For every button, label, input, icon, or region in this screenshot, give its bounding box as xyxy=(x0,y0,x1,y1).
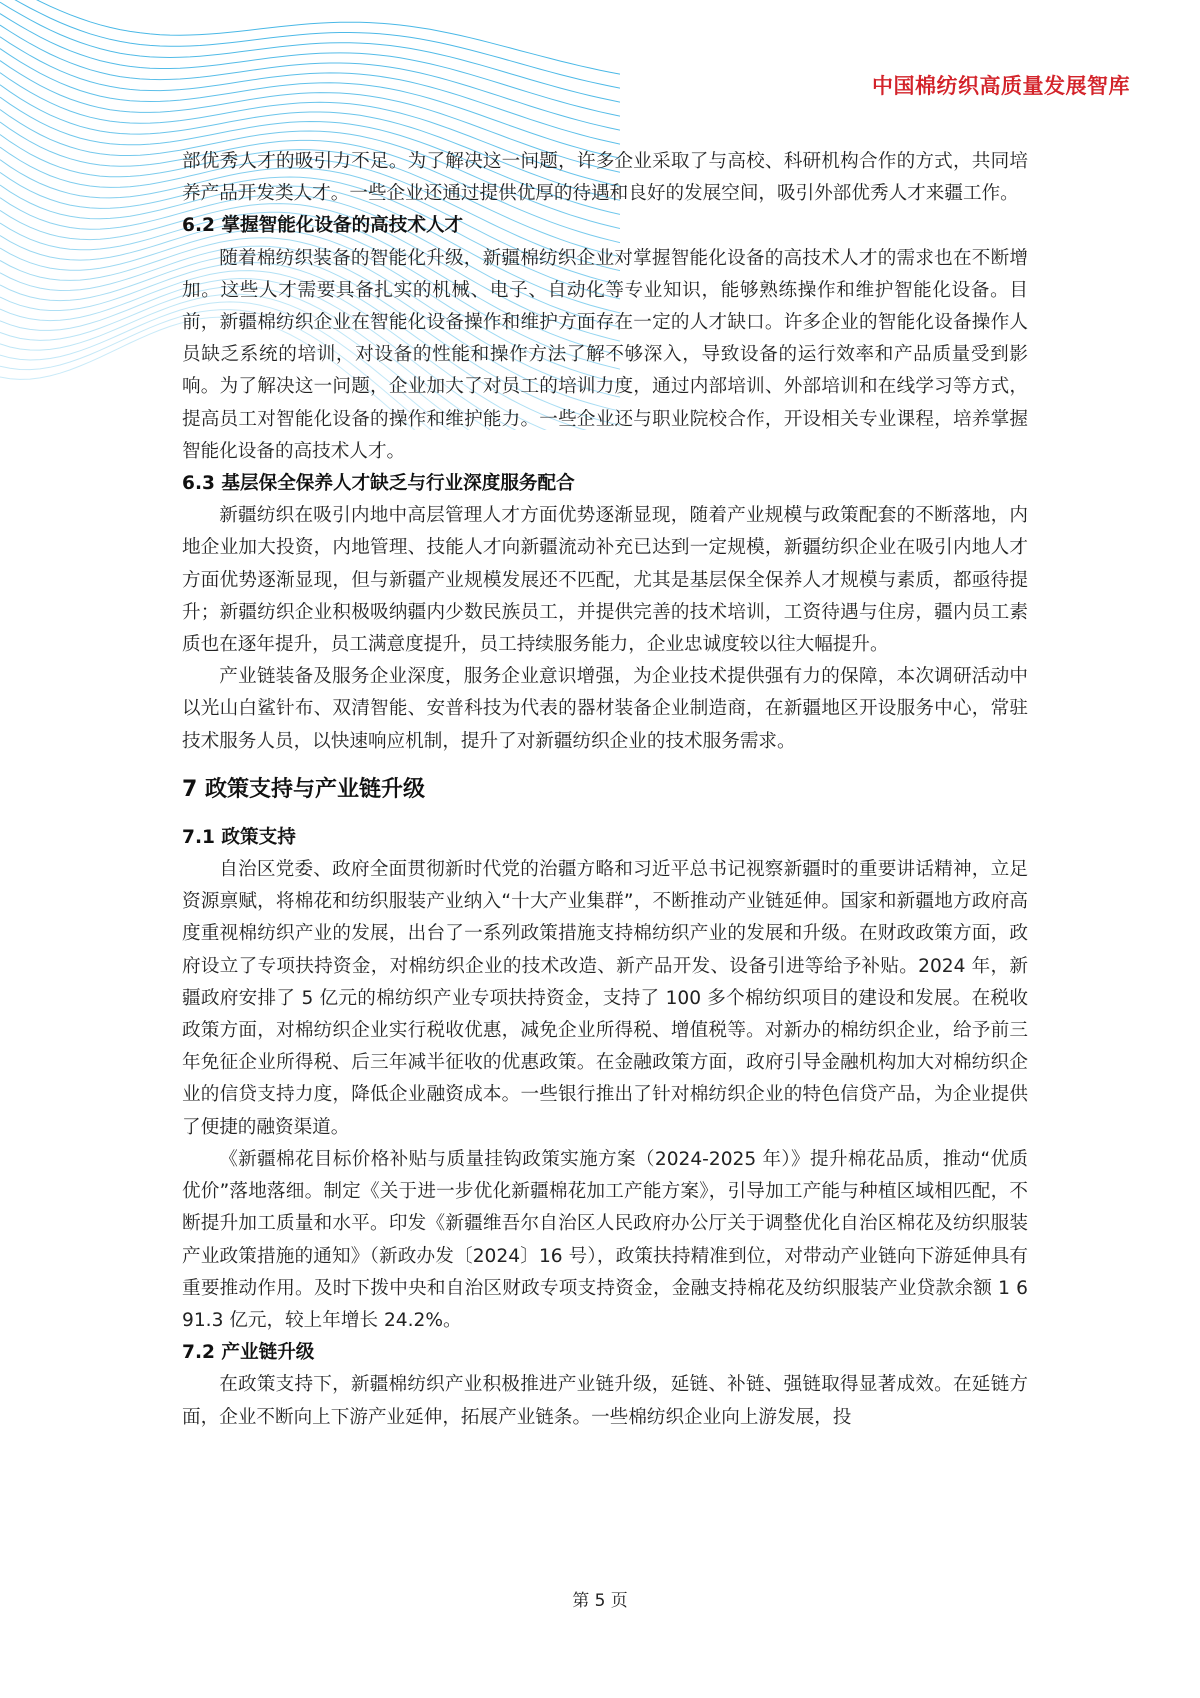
heading-6-2: 6.2 掌握智能化设备的高技术人才 xyxy=(182,215,464,237)
heading-7: 7 政策支持与产业链升级 xyxy=(182,776,425,802)
heading-7-1: 7.1 政策支持 xyxy=(182,826,296,848)
paragraph-6-3-b: 产业链装备及服务企业深度，服务企业意识增强，为企业技术提供强有力的保障，本次调研活动中以光山白鲨针布、双清智能、安普科技为代表的器材装备企业制造商，在新疆地区开设服务中心，常驻技术服务人员，以快速响应机制，提升了对新疆纺织企业的技术服务需求。 xyxy=(182,666,1028,752)
wave-line xyxy=(0,25,620,130)
page-number: 第 5 页 xyxy=(572,1591,628,1611)
document-body xyxy=(182,146,1028,1434)
intro-paragraph: 部优秀人才的吸引力不足。为了解决这一问题，许多企业采取了与高校、科研机构合作的方式，共同培养产品开发类人才。一些企业还通过提供优厚的待遇和良好的发展空间，吸引外部优秀人才来疆工作。 xyxy=(182,151,1028,205)
heading-7-2: 7.2 产业链升级 xyxy=(182,1342,315,1364)
paragraph-7-2: 在政策支持下，新疆棉纺织产业积极推进产业链升级，延链、补链、强链取得显著成效。在延链方面，企业不断向上下游产业延伸，拓展产业链条。一些棉纺织企业向上游发展，投 xyxy=(182,1374,1028,1428)
paragraph-7-1-b: 《新疆棉花目标价格补贴与质量挂钩政策实施方案（2024-2025 年）》提升棉花品质，推动“优质优价”落地落细。制定《关于进一步优化新疆棉花加工产能方案》，引导加工产能与种植区域相匹配，不断提升加工质量和水平。印发《新疆维吾尔自治区人民政府办公厅关于调整优化自治区棉花及纺织服装产业政策措施的通知》（新政办发〔2024〕16 号），政策扶持精准到位，对带动产业链向下游延伸具有重要推动作用。及时下拨中央和自治区财政专项支持资金，金融支持棉花及纺织服装产业贷款余额 1 691.3 亿元，较上年增长 24.2%。 xyxy=(182,1148,1028,1331)
heading-6-3: 6.3 基层保全保养人才缺乏与行业深度服务配合 xyxy=(182,473,575,495)
brand-title: 中国棉纺织高质量发展智库 xyxy=(872,74,1130,98)
paragraph-7-1-a: 自治区党委、政府全面贯彻新时代党的治疆方略和习近平总书记视察新疆时的重要讲话精神，立足资源禀赋，将棉花和纺织服装产业纳入“十大产业集群”，不断推动产业链延伸。国家和新疆地方政府高度重视棉纺织产业的发展，出台了一系列政策措施支持棉纺织产业的发展和升级。在财政政策方面，政府设立了专项扶持资金，对棉纺织企业的技术改造、新产品开发、设备引进等给予补贴。2024 年，新疆政府安排了 5 亿元的棉纺织产业专项扶持资金，支持了 100 多个棉纺织项目的建设和发展。在税收政策方面，对棉纺织企业实行税收优惠，减免企业所得税、增值税等。对新办的棉纺织企业，给予前三年免征企业所得税、后三年减半征收的优惠政策。在金融政策方面，政府引导金融机构加大对棉纺织企业的信贷支持力度，降低企业融资成本。一些银行推出了针对棉纺织企业的特色信贷产品，为企业提供了便捷的融资渠道。 xyxy=(182,859,1028,1138)
wave-line xyxy=(0,14,620,117)
paragraph-6-2: 随着棉纺织装备的智能化升级，新疆棉纺织企业对掌握智能化设备的高技术人才的需求也在不断增加。这些人才需要具备扎实的机械、电子、自动化等专业知识，能够熟练操作和维护智能化设备。目前，新疆棉纺织企业在智能化设备操作和维护方面存在一定的人才缺口。许多企业的智能化设备操作人员缺乏系统的培训，对设备的性能和操作方法了解不够深入，导致设备的运行效率和产品质量受到影响。为了解决这一问题，企业加大了对员工的培训力度，通过内部培训、外部培训和在线学习等方式，提高员工对智能化设备的操作和维护能力。一些企业还与职业院校合作，开设相关专业课程，培养掌握智能化设备的高技术人才。 xyxy=(182,247,1028,462)
wave-line xyxy=(0,0,620,74)
paragraph-6-3-a: 新疆纺织在吸引内地中高层管理人才方面优势逐渐显现，随着产业规模与政策配套的不断落地，内地企业加大投资，内地管理、技能人才向新疆流动补充已达到一定规模，新疆纺织企业在吸引内地人才方面优势逐渐显现，但与新疆产业规模发展还不匹配，尤其是基层保全保养人才规模与素质，都亟待提升；新疆纺织企业积极吸纳疆内少数民族员工，并提供完善的技术培训，工资待遇与住房，疆内员工素质也在逐年提升，员工满意度提升，员工持续服务能力，企业忠诚度较以往大幅提升。 xyxy=(182,505,1028,656)
